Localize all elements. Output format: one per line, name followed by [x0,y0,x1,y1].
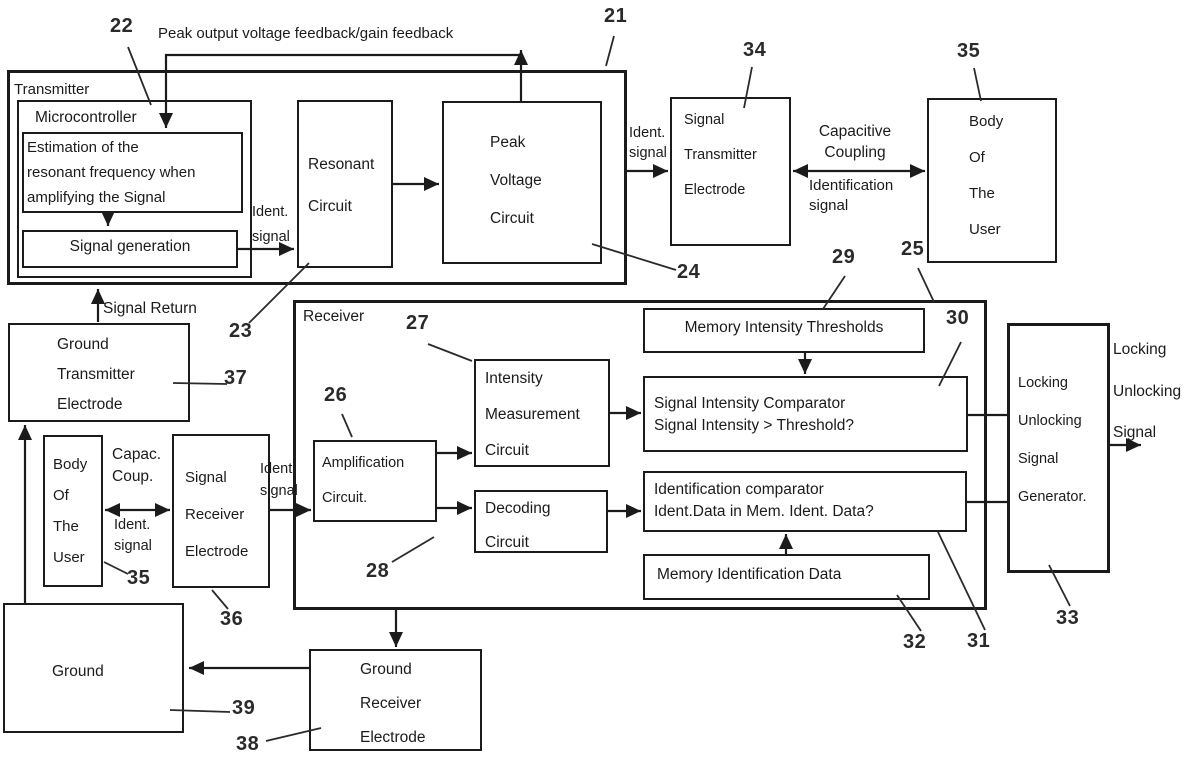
body-of-user-top-box [927,98,1057,263]
signal-receiver-electrode-line: Signal [185,469,227,486]
signal-intensity-comparator-line: Signal Intensity Comparator [654,395,846,412]
ref-37: 37 [224,367,248,389]
locking-generator-line: Signal [1018,451,1059,467]
locking-generator-line: Unlocking [1018,413,1082,429]
ref-26: 26 [324,384,348,406]
peak-voltage-line: Circuit [490,210,534,227]
ground-transmitter-electrode-box [8,323,190,422]
ref-35-left: 35 [127,567,151,589]
identification-signal-annotation [809,176,893,216]
leader-35-left [104,562,128,574]
ref-39: 39 [232,697,256,719]
leader-25 [918,268,934,302]
ref-25: 25 [901,238,925,260]
capacitive-coupling-annotation [810,121,900,163]
signal-generation-box [22,230,238,268]
locking-output-line: Signal [1113,424,1157,441]
ref-30: 30 [946,307,970,329]
ident-signal-line: signal [252,229,290,245]
ident-signal-line: Ident. [252,204,289,220]
feedback-annotation: Peak output voltage feedback/gain feedback [158,25,454,42]
ref-29: 29 [832,246,856,268]
signal-receiver-electrode-line: Receiver [185,506,245,523]
memory-intensity-thresholds-label: Memory Intensity Thresholds [684,319,884,336]
ident-signal-line: signal [629,145,667,161]
identification-comparator-line: Ident.Data in Mem. Ident. Data? [654,503,874,520]
ref-32: 32 [903,631,927,653]
ref-27: 27 [406,312,430,334]
estimation-line: amplifying the Signal [27,189,166,206]
body-of-user-line: The [969,185,995,202]
capac-coup-annotation [112,444,161,488]
signal-generation-label: Signal generation [69,238,191,255]
capacitive-coupling-line: Capacitive [818,123,892,140]
ground-box [3,603,184,733]
peak-voltage-line: Peak [490,134,526,151]
locking-generator-line: Locking [1018,375,1068,391]
identification-comparator-line: Identification comparator [654,481,824,498]
signal-receiver-electrode-line: Electrode [185,543,249,560]
resonant-line: Circuit [308,198,352,215]
ref-33: 33 [1056,607,1080,629]
signal-transmitter-electrode-line: Electrode [684,182,746,198]
body-of-user-line: User [53,549,85,566]
signal-return-annotation: Signal Return [103,300,197,317]
ident-signal-line: Ident. [629,125,666,141]
estimation-box [22,132,243,213]
locking-output-line: Unlocking [1113,382,1182,400]
amplification-circuit-box [313,440,437,522]
memory-identification-data-label: Memory Identification Data [657,566,842,583]
capac-coup-line: Capac. [112,446,162,463]
ident-signal-line: Ident. [260,461,297,477]
transmitter-label: Transmitter [14,81,90,98]
ref-28: 28 [366,560,390,582]
ground-receiver-electrode-box [309,649,482,751]
decoding-circuit-box [474,490,608,553]
leader-35-top [974,68,981,101]
signal-intensity-comparator-box [643,376,968,452]
locking-output-annotation [1113,329,1181,454]
microcontroller-label: Microcontroller [35,109,137,126]
peak-voltage-circuit-box [442,101,602,264]
decoding-line: Circuit [485,534,529,551]
ident-signal-annotation-tx [629,123,667,163]
ground-receiver-electrode-line: Electrode [360,729,426,746]
resonant-line: Resonant [308,156,375,173]
decoding-line: Decoding [485,500,551,517]
body-of-user-line: Of [53,487,69,504]
memory-identification-data-box [643,554,930,600]
ref-31: 31 [967,630,991,652]
ground-transmitter-electrode-line: Transmitter [57,366,135,383]
body-of-user-line: The [53,518,79,535]
memory-intensity-thresholds-box [643,308,925,353]
amplification-line: Circuit. [322,490,368,506]
body-of-user-left-box [43,435,103,587]
signal-receiver-electrode-box [172,434,270,588]
identification-signal-line: Identification [809,177,894,194]
body-of-user-line: Body [53,456,88,473]
intensity-measurement-line: Measurement [485,406,580,423]
leader-36 [212,590,228,609]
identification-signal-line: signal [809,197,849,214]
signal-transmitter-electrode-box [670,97,791,246]
body-of-user-line: Body [969,113,1004,130]
ground-transmitter-electrode-line: Ground [57,336,109,353]
ident-signal-line: Ident. [114,517,151,533]
ref-24: 24 [677,261,701,283]
ident-signal-annotation-mcu [252,200,290,250]
estimation-line: resonant frequency when [27,164,196,181]
ident-signal-line: signal [260,483,298,499]
locking-output-line: Locking [1113,341,1167,358]
ground-receiver-electrode-line: Ground [360,661,412,678]
identification-comparator-box [643,471,967,532]
ref-34: 34 [743,39,767,61]
ident-signal-line: signal [114,538,152,554]
receiver-label: Receiver [303,308,365,325]
intensity-measurement-line: Circuit [485,442,529,459]
ref-36: 36 [220,608,244,630]
peak-voltage-line: Voltage [490,172,542,189]
amplification-line: Amplification [322,455,405,471]
leader-21 [606,36,614,66]
ground-label: Ground [52,663,104,680]
ref-38: 38 [236,733,260,755]
ident-signal-annotation-body [114,515,152,557]
body-of-user-line: Of [969,149,985,166]
ground-transmitter-electrode-line: Electrode [57,396,123,413]
signal-intensity-comparator-line: Signal Intensity > Threshold? [654,417,855,434]
ref-21: 21 [604,5,628,27]
resonant-circuit-box [297,100,393,268]
ref-23: 23 [229,320,253,342]
ref-35-top: 35 [957,40,981,62]
capac-coup-line: Coup. [112,468,154,485]
capacitive-coupling-line: Coupling [824,144,886,161]
locking-signal-generator-box [1007,323,1110,573]
ref-22: 22 [110,15,134,37]
body-of-user-line: User [969,221,1001,238]
estimation-line: Estimation of the [27,139,139,156]
ident-signal-annotation-rx [260,458,298,502]
ground-receiver-electrode-line: Receiver [360,695,422,712]
intensity-measurement-circuit-box [474,359,610,467]
signal-transmitter-electrode-line: Signal [684,112,725,128]
signal-transmitter-electrode-line: Transmitter [684,147,757,163]
locking-generator-line: Generator. [1018,489,1087,505]
intensity-measurement-line: Intensity [485,370,543,387]
